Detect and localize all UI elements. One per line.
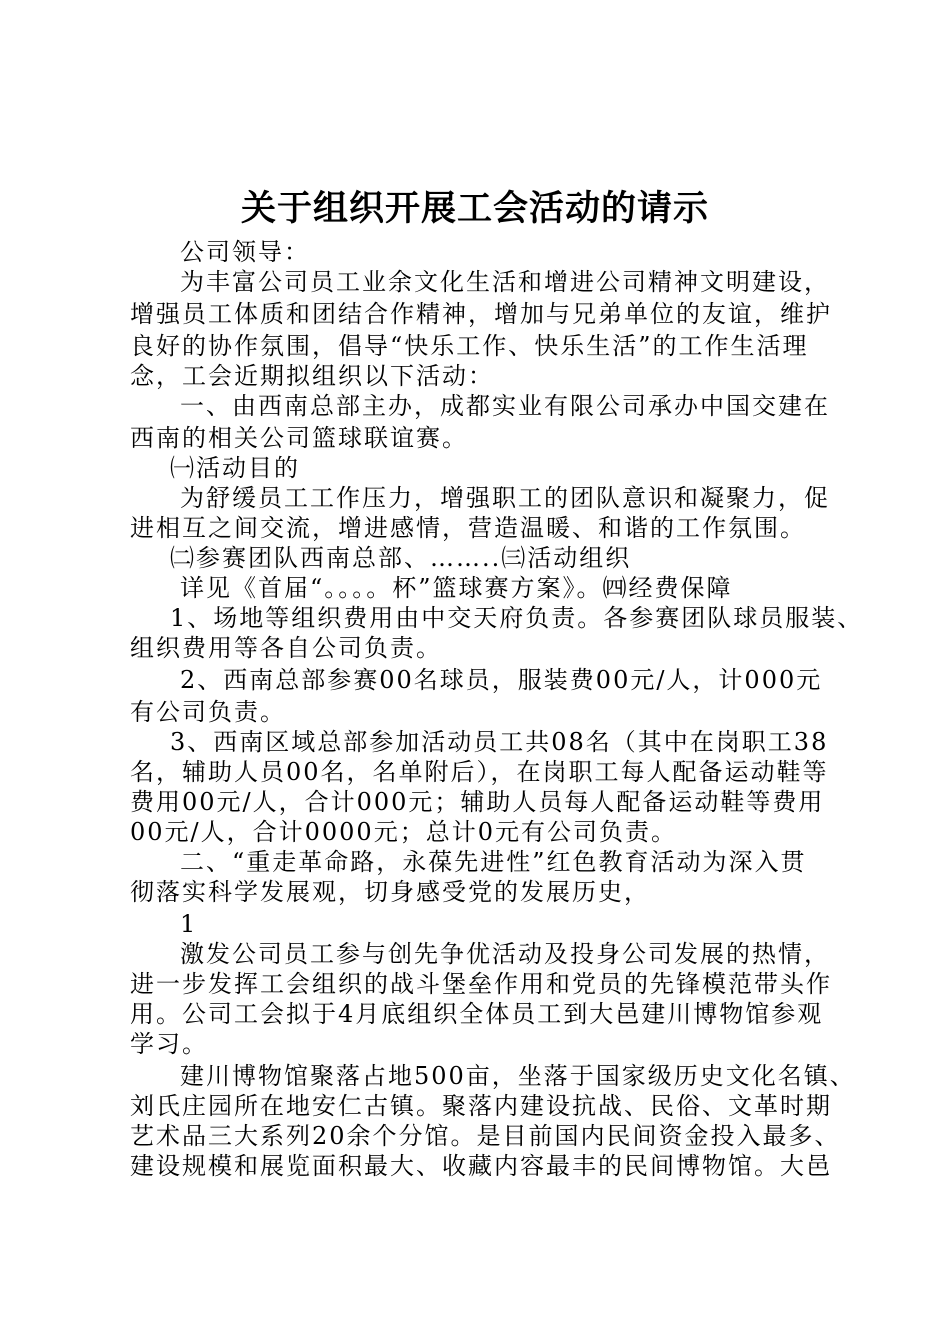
text-line: 2、西南总部参赛00名球员，服装费00元/人，计000元 bbox=[180, 666, 823, 694]
text-line: 名，辅助人员00名，名单附后），在岗职工每人配备运动鞋等 bbox=[130, 758, 829, 786]
text-line: 艺术品三大系列20余个分馆。是目前国内民间资金投入最多、 bbox=[130, 1122, 841, 1150]
text-line: 用。公司工会拟于4月底组织全体员工到大邑建川博物馆参观 bbox=[130, 1000, 824, 1028]
text-line: 00元/人，合计0000元；总计0元有公司负责。 bbox=[130, 818, 677, 846]
text-line: 念，工会近期拟组织以下活动： bbox=[130, 362, 494, 390]
text-line: 费用00元/人，合计000元；辅助人员每人配备运动鞋等费用 bbox=[130, 788, 825, 816]
text-line: 一、由西南总部主办，成都实业有限公司承办中国交建在 bbox=[180, 392, 830, 420]
text-line: 彻落实科学发展观，切身感受党的发展历史， bbox=[130, 878, 650, 906]
text-line: 为舒缓员工工作压力，增强职工的团队意识和凝聚力，促 bbox=[180, 484, 830, 512]
text-line: 建设规模和展览面积最大、收藏内容最丰的民间博物馆。大邑 bbox=[130, 1152, 832, 1180]
text-line: 组织费用等各自公司负责。 bbox=[130, 634, 442, 662]
text-line: 进相互之间交流，增进感情，营造温暖、和谐的工作氛围。 bbox=[130, 514, 806, 542]
text-line: 有公司负责。 bbox=[130, 698, 286, 726]
text-line: 西南的相关公司篮球联谊赛。 bbox=[130, 424, 468, 452]
text-line: 为丰富公司员工业余文化生活和增进公司精神文明建设， bbox=[180, 268, 830, 296]
text-line: 二、“重走革命路，永葆先进性”红色教育活动为深入贯 bbox=[180, 848, 807, 876]
text-line: 建川博物馆聚落占地500亩，坐落于国家级历史文化名镇、 bbox=[180, 1062, 856, 1090]
text-line: 详见《首届“。。。。杯”篮球赛方案》。㈣经费保障 bbox=[180, 574, 733, 602]
section-heading: ㈡参赛团队西南总部、……..㈢活动组织 bbox=[170, 544, 632, 572]
text-line: 公司领导： bbox=[180, 238, 310, 266]
text-line: 刘氏庄园所在地安仁古镇。聚落内建设抗战、民俗、文革时期 bbox=[130, 1092, 832, 1120]
page-number: 1 bbox=[180, 910, 198, 938]
text-line: 学习。 bbox=[130, 1030, 208, 1058]
text-line: 3、西南区域总部参加活动员工共08名（其中在岗职工38 bbox=[170, 728, 829, 756]
text-line: 增强员工体质和团结合作精神，增加与兄弟单位的友谊，维护 bbox=[130, 300, 832, 328]
document-title: 关于组织开展工会活动的请示 bbox=[240, 189, 709, 229]
text-line: 激发公司员工参与创先争优活动及投身公司发展的热情， bbox=[180, 940, 830, 968]
text-line: 1、场地等组织费用由中交天府负责。各参赛团队球员服装、 bbox=[170, 604, 864, 632]
section-heading: ㈠活动目的 bbox=[170, 454, 300, 482]
text-line: 良好的协作氛围，倡导“快乐工作、快乐生活”的工作生活理 bbox=[130, 332, 809, 360]
text-line: 进一步发挥工会组织的战斗堡垒作用和党员的先锋模范带头作 bbox=[130, 970, 832, 998]
